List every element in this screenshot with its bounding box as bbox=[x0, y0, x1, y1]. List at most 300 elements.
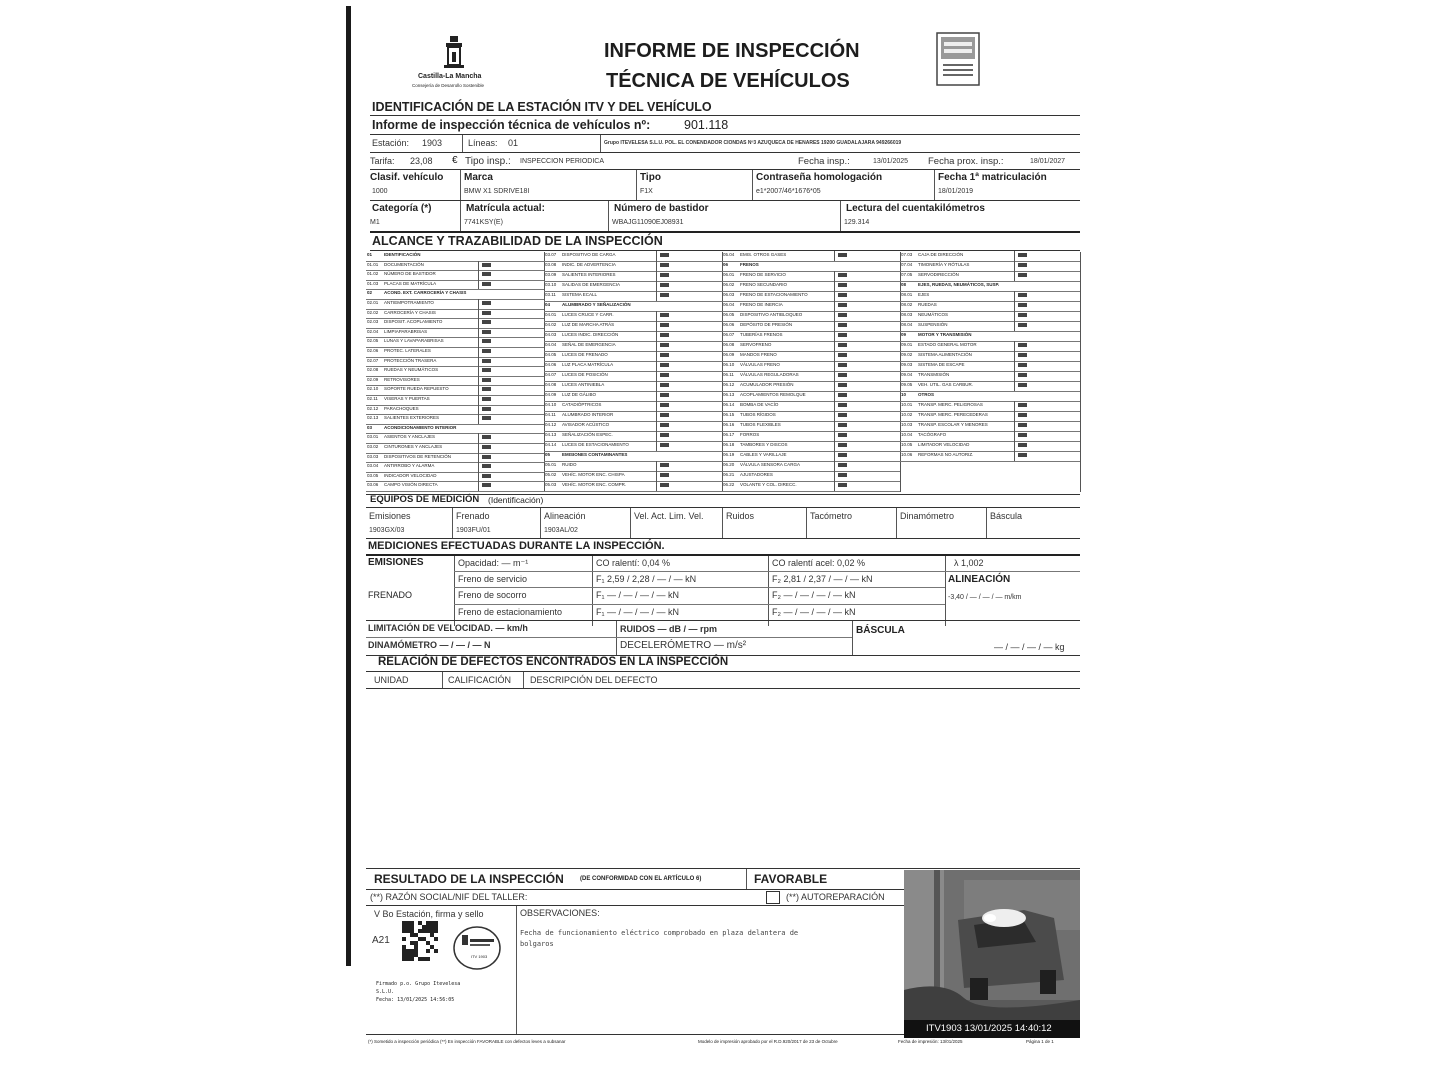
bascula-value: — / — / — / — kg bbox=[994, 642, 1065, 652]
inspection-item-code: 02.12 bbox=[367, 405, 379, 411]
inspection-item-status-mark bbox=[660, 263, 669, 267]
inspection-item-code: 02.10 bbox=[367, 386, 379, 392]
inspection-item-row bbox=[366, 329, 544, 339]
inspection-item-name: FRENOS bbox=[740, 262, 759, 267]
inspection-item-code: 10.01 bbox=[901, 402, 913, 407]
inspection-item-row bbox=[544, 352, 722, 362]
inspection-item-code: 04.13 bbox=[545, 432, 557, 437]
inspection-item-code: 06.03 bbox=[723, 292, 735, 297]
inspection-item-code: 10 bbox=[901, 392, 907, 397]
inspection-item-row bbox=[544, 372, 722, 382]
inspection-item-code: 04.06 bbox=[545, 362, 557, 367]
inspection-item-name: RUEDAS bbox=[918, 302, 937, 307]
inspection-item-row bbox=[366, 406, 544, 416]
inspection-item-name: EMIS. OTROS GASES bbox=[740, 252, 787, 257]
inspection-item-row bbox=[900, 302, 1080, 312]
footer-center: Modelo de impresión aprobado por el R.D.920/2017 de 23 de Octubre bbox=[698, 1039, 838, 1044]
inspection-item-name: ALUMBRADO Y SEÑALIZACIÓN bbox=[562, 302, 631, 307]
inspection-item-code: 02.06 bbox=[367, 348, 379, 353]
matricula-label: Matrícula actual: bbox=[466, 203, 545, 214]
inspection-item-status-mark bbox=[660, 313, 669, 317]
inspection-item-name: ACONDICIONAMIENTO INTERIOR bbox=[384, 424, 457, 430]
inspection-item-row bbox=[544, 442, 722, 452]
inspection-item-row bbox=[722, 302, 900, 312]
inspection-item-row bbox=[544, 262, 722, 272]
inspection-item-name: LIMPIAPARABRISAS bbox=[384, 328, 428, 334]
inspection-item-status-mark bbox=[482, 416, 491, 420]
inspection-item-status-mark bbox=[838, 423, 847, 427]
fecha-matric-value: 18/01/2019 bbox=[938, 188, 974, 195]
inspection-item-name: PARACHOQUES bbox=[384, 405, 419, 411]
inspection-item-name: SERVODIRECCIÓN bbox=[918, 272, 959, 277]
inspection-item-status-mark bbox=[1018, 443, 1027, 447]
inspection-item-row bbox=[722, 272, 900, 282]
inspection-item-code: 06.18 bbox=[723, 442, 735, 447]
inspection-item-name: TUBERÍAS FRENOS bbox=[740, 332, 783, 337]
inspection-item-code: 10.04 bbox=[901, 432, 913, 437]
f1-estac-value: F₁ — / — / — / — kN bbox=[596, 607, 680, 617]
inspection-item-code: 04.01 bbox=[545, 312, 557, 317]
inspection-item-name: CABLES Y VARILLAJE bbox=[740, 452, 787, 457]
inspection-item-status-mark bbox=[838, 343, 847, 347]
inspection-item-row bbox=[722, 312, 900, 322]
inspection-item-row bbox=[722, 352, 900, 362]
inspection-item-name: NÚMERO DE BASTIDOR bbox=[384, 271, 436, 277]
inspection-item-name: CAMPO VISIÓN DIRECTA bbox=[384, 482, 438, 488]
inspection-items-grid bbox=[366, 252, 1080, 495]
inspection-item-row bbox=[722, 342, 900, 352]
inspection-item-name: AJUSTADORES bbox=[740, 472, 773, 477]
inspection-item-name: PROTECCIÓN TRASERA bbox=[384, 357, 437, 363]
inspection-item-code: 07.03 bbox=[901, 252, 913, 257]
inspection-item-name: LUCES DE ESTACIONAMIENTO bbox=[562, 442, 629, 447]
inspection-item-code: 06 bbox=[723, 262, 729, 267]
equipos-cell-value: 1903AL/02 bbox=[544, 527, 578, 534]
inspection-item-code: 06.01 bbox=[723, 272, 735, 277]
inspection-item-row bbox=[544, 272, 722, 282]
inspection-item-code: 09.01 bbox=[901, 342, 913, 347]
inspection-item-row bbox=[366, 338, 544, 348]
inspection-item-row bbox=[722, 402, 900, 412]
inspection-item-row bbox=[900, 262, 1080, 272]
equipos-cell bbox=[452, 508, 541, 538]
resultado-title-sub: (DE CONFORMIDAD CON EL ARTÍCULO 6) bbox=[580, 876, 702, 882]
inspection-item-code: 08.03 bbox=[901, 312, 913, 317]
tipo-insp-label: Tipo insp.: bbox=[465, 156, 511, 167]
tarifa-value: 23,08 bbox=[410, 156, 433, 166]
inspection-item-status-mark bbox=[482, 263, 491, 267]
inspection-item-row bbox=[366, 473, 544, 483]
inspection-item-code: 06.15 bbox=[723, 412, 735, 417]
bascula-label: BÁSCULA bbox=[856, 625, 905, 636]
inspection-item-code: 03.08 bbox=[545, 262, 557, 267]
categoria-label: Categoría (*) bbox=[372, 203, 432, 214]
tipo-value: F1X bbox=[640, 188, 653, 195]
inspection-item-row bbox=[544, 362, 722, 372]
inspection-item-row bbox=[722, 382, 900, 392]
inspection-item-row bbox=[366, 386, 544, 396]
inspection-item-row bbox=[366, 444, 544, 454]
inspection-item-row bbox=[900, 372, 1080, 382]
inspection-item-status-mark bbox=[660, 273, 669, 277]
inspection-item-code: 03.01 bbox=[367, 434, 379, 440]
inspection-item-code: 05.02 bbox=[545, 472, 557, 477]
inspection-item-status-mark bbox=[1018, 273, 1027, 277]
inspection-item-row bbox=[366, 454, 544, 464]
km-value: 129.314 bbox=[844, 219, 870, 226]
inspection-item-name: INDIC. DE ADVERTENCIA bbox=[562, 262, 616, 267]
inspection-item-name: SERVOFRENO bbox=[740, 342, 772, 347]
inspection-item-name: RETROVISORES bbox=[384, 376, 420, 382]
brand-name: Castilla-La Mancha bbox=[418, 73, 482, 80]
inspection-item-code: 08.02 bbox=[901, 302, 913, 307]
defectos-col-calif: CALIFICACIÓN bbox=[448, 675, 512, 685]
inspection-item-status-mark bbox=[660, 483, 669, 487]
inspection-item-name: VEHÍC. MOTOR ENC. CHISPA bbox=[562, 472, 625, 477]
inspection-item-row bbox=[366, 482, 544, 492]
inspection-item-status-mark bbox=[482, 483, 491, 487]
inspection-item-name: EJES, RUEDAS, NEUMÁTICOS, SUSP. bbox=[918, 282, 1000, 287]
inspection-item-status-mark bbox=[482, 407, 491, 411]
inspection-item-code: 06.09 bbox=[723, 352, 735, 357]
inspection-item-status-mark bbox=[482, 282, 491, 286]
inspection-item-status-mark bbox=[1018, 423, 1027, 427]
inspection-item-code: 09.05 bbox=[901, 382, 913, 387]
inspection-item-name: LUCES DE FRENADO bbox=[562, 352, 608, 357]
inspection-item-row bbox=[366, 281, 544, 291]
inspection-item-status-mark bbox=[838, 363, 847, 367]
inspection-item-code: 02.11 bbox=[367, 396, 378, 401]
inspection-item-code: 04.08 bbox=[545, 382, 557, 387]
inspection-item-status-mark bbox=[482, 272, 491, 276]
inspection-item-name: DOCUMENTACIÓN bbox=[384, 261, 424, 267]
inspection-item-status-mark bbox=[482, 330, 491, 334]
inspection-item-row bbox=[544, 252, 722, 262]
f2-estac-value: F₂ — / — / — / — kN bbox=[772, 607, 856, 617]
inspection-item-row bbox=[900, 382, 1080, 392]
report-title-line-2: TÉCNICA DE VEHÍCULOS bbox=[606, 70, 850, 92]
inspection-item-row bbox=[722, 322, 900, 332]
inspection-item-code: 06.10 bbox=[723, 362, 735, 367]
inspection-item-row bbox=[900, 282, 1080, 292]
inspection-item-code: 05.04 bbox=[723, 252, 735, 257]
defectos-section-title: RELACIÓN DE DEFECTOS ENCONTRADOS EN LA INSPECCIÓN bbox=[378, 656, 729, 668]
inspection-item-name: VÁLVULA SENSORA CARGA bbox=[740, 462, 800, 467]
enac-accreditation-icon bbox=[936, 32, 980, 86]
inspection-item-row bbox=[366, 367, 544, 377]
brand-subtitle: Consejería de Desarrollo Sostenible bbox=[412, 83, 485, 88]
report-number: 901.118 bbox=[684, 118, 729, 132]
dinamometro-value: DINAMÓMETRO — / — / — N bbox=[368, 640, 491, 650]
inspection-item-code: 08.01 bbox=[901, 292, 913, 297]
inspection-item-status-mark bbox=[482, 368, 491, 372]
inspection-item-code: 06.12 bbox=[723, 382, 735, 387]
inspection-item-row bbox=[722, 282, 900, 292]
inspection-item-code: 04.04 bbox=[545, 342, 557, 347]
inspection-item-name: TUBOS RÍGIDOS bbox=[740, 412, 776, 417]
inspection-item-status-mark bbox=[482, 387, 491, 391]
inspection-item-code: 04 bbox=[545, 302, 551, 307]
inspection-item-status-mark bbox=[660, 373, 669, 377]
equipos-section-sub: (Identificación) bbox=[488, 495, 544, 505]
inspection-item-name: EJES bbox=[918, 292, 930, 297]
currency-icon: € bbox=[452, 155, 458, 166]
inspection-item-code: 02.02 bbox=[367, 309, 379, 315]
inspection-item-code: 02.01 bbox=[367, 300, 379, 305]
footer-page: Página 1 de 1 bbox=[1026, 1039, 1054, 1044]
inspection-item-row bbox=[366, 434, 544, 444]
inspection-item-code: 02.05 bbox=[367, 338, 379, 344]
inspection-item-name: NEUMÁTICOS bbox=[918, 312, 949, 317]
vehicle-photo bbox=[904, 870, 1080, 1038]
alineacion-label: ALINEACIÓN bbox=[948, 574, 1011, 585]
inspection-item-status-mark bbox=[1018, 383, 1027, 387]
inspection-item-code: 08 bbox=[901, 282, 907, 287]
inspection-item-code: 03.07 bbox=[545, 252, 557, 257]
inspection-item-row bbox=[722, 462, 900, 472]
inspection-item-code: 01.01 bbox=[367, 261, 379, 267]
inspection-item-status-mark bbox=[838, 403, 847, 407]
inspection-item-name: LUNAS Y LAVAPARABRISAS bbox=[384, 338, 444, 344]
inspection-item-code: 10.02 bbox=[901, 412, 913, 417]
inspection-item-name: FRENO DE SERVICIO bbox=[740, 272, 786, 277]
inspection-item-row bbox=[900, 422, 1080, 432]
inspection-item-name: TUBOS FLEXIBLES bbox=[740, 422, 781, 427]
equipos-cell bbox=[896, 508, 987, 538]
inspection-item-code: 04.03 bbox=[545, 332, 557, 337]
matricula-value: 7741KSY(E) bbox=[464, 219, 503, 226]
inspection-item-name: TRANSP. ESCOLAR Y MENORES bbox=[918, 422, 988, 427]
inspection-item-status-mark bbox=[1018, 313, 1027, 317]
qr-code-icon bbox=[402, 921, 438, 961]
inspection-item-status-mark bbox=[660, 323, 669, 327]
inspection-item-name: MOTOR Y TRANSMISIÓN bbox=[918, 332, 972, 337]
inspection-item-row bbox=[722, 372, 900, 382]
inspection-item-status-mark bbox=[838, 303, 847, 307]
equipos-table bbox=[366, 508, 1080, 538]
f1-servicio-value: F₁ 2,59 / 2,28 / — / — kN bbox=[596, 574, 697, 584]
inspection-item-status-mark bbox=[838, 293, 847, 297]
inspection-item-row bbox=[544, 392, 722, 402]
equipos-cell bbox=[722, 508, 807, 538]
bastidor-value: WBAJG11090EJ08931 bbox=[612, 219, 684, 226]
inspection-item-status-mark bbox=[660, 293, 669, 297]
inspection-item-code: 05 bbox=[545, 452, 551, 457]
inspection-item-code: 07.04 bbox=[901, 262, 913, 267]
inspection-item-name: SUSPENSIÓN bbox=[918, 322, 948, 327]
inspection-item-status-mark bbox=[482, 359, 491, 363]
inspection-item-status-mark bbox=[838, 463, 847, 467]
km-label: Lectura del cuentakilómetros bbox=[846, 203, 985, 214]
inspection-item-status-mark bbox=[482, 378, 491, 382]
report-number-label: Informe de inspección técnica de vehículos nº: bbox=[372, 118, 651, 132]
inspection-item-row bbox=[366, 300, 544, 310]
inspection-item-code: 07.05 bbox=[901, 272, 913, 277]
inspection-item-status-mark bbox=[660, 443, 669, 447]
grid-column-4 bbox=[900, 252, 1081, 492]
company-address: Grupo ITEVELESA S.L.U. POL. EL CONENDADOR CIONDAS Nº3 AZUQUECA DE HENARES 19200 GUADALAJARA 949266019 bbox=[604, 140, 902, 146]
inspection-item-name: VEH. UTIL. GAS CARBUR. bbox=[918, 382, 974, 387]
opacidad-value: Opacidad: — m⁻¹ bbox=[458, 558, 529, 568]
station-value: 1903 bbox=[422, 138, 443, 148]
inspection-item-status-mark bbox=[1018, 433, 1027, 437]
inspection-item-row bbox=[900, 272, 1080, 282]
equipos-cell bbox=[986, 508, 1081, 538]
inspection-item-code: 04.12 bbox=[545, 422, 557, 427]
equipos-cell bbox=[630, 508, 723, 538]
marca-value: BMW X1 SDRIVE18I bbox=[464, 188, 530, 195]
inspection-item-name: SALIENTES EXTERIORES bbox=[384, 415, 440, 421]
inspection-item-code: 06.08 bbox=[723, 342, 735, 347]
inspection-item-row bbox=[366, 425, 544, 435]
inspection-item-status-mark bbox=[838, 373, 847, 377]
inspection-item-name: REFORMAS NO AUTORIZ. bbox=[918, 452, 974, 457]
inspection-item-name: TRANSMISIÓN bbox=[918, 372, 950, 377]
inspection-item-status-mark bbox=[838, 433, 847, 437]
tipo-insp-value: INSPECCION PERIODICA bbox=[520, 158, 605, 165]
inspection-item-row bbox=[900, 252, 1080, 262]
inspection-item-name: ANTIRROBO Y ALARMA bbox=[384, 463, 435, 469]
decelerometro-value: DECELERÓMETRO — m/s² bbox=[620, 640, 747, 651]
inspection-item-status-mark bbox=[482, 320, 491, 324]
inspection-item-status-mark bbox=[482, 301, 491, 305]
inspection-item-status-mark bbox=[482, 464, 491, 468]
inspection-item-code: 02.08 bbox=[367, 367, 379, 373]
inspection-item-name: CINTURONES Y ANCLAJES bbox=[384, 444, 443, 449]
inspection-item-name: OTROS bbox=[918, 392, 935, 397]
inspection-item-row bbox=[544, 412, 722, 422]
inspection-item-status-mark bbox=[482, 339, 491, 343]
inspection-item-status-mark bbox=[482, 311, 491, 315]
inspection-item-row bbox=[722, 362, 900, 372]
inspection-item-status-mark bbox=[1018, 293, 1027, 297]
inspection-item-code: 06.17 bbox=[723, 432, 735, 437]
inspection-item-code: 04.11 bbox=[545, 412, 556, 417]
inspection-item-code: 02.09 bbox=[367, 376, 379, 382]
fecha-prox-label: Fecha prox. insp.: bbox=[928, 156, 1004, 167]
inspection-item-row bbox=[544, 462, 722, 472]
inspection-item-status-mark bbox=[660, 423, 669, 427]
inspection-item-row bbox=[544, 322, 722, 332]
inspection-item-name: PROTEC. LATERALES bbox=[384, 348, 431, 353]
inspection-item-row bbox=[900, 412, 1080, 422]
inspection-item-name: RUEDAS Y NEUMÁTICOS bbox=[384, 367, 439, 373]
observaciones-text-1: Fecha de funcionamiento eléctrico comprobado en plaza delantera de bbox=[520, 929, 799, 937]
inspection-item-status-mark bbox=[838, 453, 847, 457]
inspection-item-code: 09.04 bbox=[901, 372, 913, 377]
inspection-item-name: SALIENTES INTERIORES bbox=[562, 272, 616, 277]
observaciones-text-2: bolgaros bbox=[520, 940, 554, 948]
inspection-item-status-mark bbox=[660, 463, 669, 467]
inspection-item-code: 09 bbox=[901, 332, 907, 337]
inspection-item-name: ACOND. EXT. CARROCERÍA Y CHASIS bbox=[384, 290, 467, 296]
vb-label: V Bo Estación, firma y sello bbox=[374, 909, 484, 919]
inspection-item-name: IDENTIFICACIÓN bbox=[384, 252, 421, 257]
inspection-item-row bbox=[900, 392, 1080, 402]
inspection-item-name: AVISADOR ACÚSTICO bbox=[562, 422, 610, 427]
inspection-item-status-mark bbox=[660, 473, 669, 477]
signature-line-2: S.L.U. bbox=[376, 989, 395, 995]
inspection-item-status-mark bbox=[838, 283, 847, 287]
freno-socorro-label: Freno de socorro bbox=[458, 590, 527, 600]
inspection-item-status-mark bbox=[838, 393, 847, 397]
inspection-item-code: 01.02 bbox=[367, 271, 379, 277]
inspection-item-row bbox=[722, 292, 900, 302]
tipo-label: Tipo bbox=[640, 172, 661, 183]
castilla-la-mancha-logo bbox=[440, 34, 468, 70]
inspection-item-status-mark bbox=[482, 455, 491, 459]
inspection-item-name: LUCES INDIC. DIRECCIÓN bbox=[562, 332, 619, 337]
equipos-cell-label: Alineación bbox=[544, 511, 586, 521]
inspection-item-code: 06.16 bbox=[723, 422, 735, 427]
inspection-item-status-mark bbox=[838, 323, 847, 327]
inspection-item-row bbox=[900, 352, 1080, 362]
inspection-item-row bbox=[722, 412, 900, 422]
alcance-section-title: ALCANCE Y TRAZABILIDAD DE LA INSPECCIÓN bbox=[372, 234, 663, 248]
inspection-item-status-mark bbox=[838, 483, 847, 487]
equipos-section-title: EQUIPOS DE MEDICIÓN bbox=[370, 494, 480, 505]
equipos-cell bbox=[366, 508, 452, 538]
inspection-item-status-mark bbox=[1018, 303, 1027, 307]
inspection-item-status-mark bbox=[660, 383, 669, 387]
inspection-item-name: LUCES DE POSICIÓN bbox=[562, 372, 608, 377]
equipos-cell-label: Ruidos bbox=[726, 511, 755, 521]
inspection-item-status-mark bbox=[1018, 453, 1027, 457]
inspection-item-name: PLACAS DE MATRÍCULA bbox=[384, 280, 437, 286]
lines-value: 01 bbox=[508, 138, 519, 148]
inspection-item-name: VEHÍC. MOTOR ENC. COMPR. bbox=[562, 482, 627, 487]
f2-socorro-value: F₂ — / — / — / — kN bbox=[772, 590, 856, 600]
report-title-line-1: INFORME DE INSPECCIÓN bbox=[604, 40, 860, 62]
inspection-item-name: DISPOSITIVOS DE RETENCIÓN bbox=[384, 453, 452, 459]
inspection-item-name: FRENO DE INERCIA bbox=[740, 302, 783, 307]
page-left-edge bbox=[346, 6, 351, 966]
inspection-item-status-mark bbox=[838, 273, 847, 277]
lambda-value: λ 1,002 bbox=[954, 558, 984, 568]
inspection-item-name: FORROS bbox=[740, 432, 760, 437]
inspection-item-code: 03.03 bbox=[367, 453, 379, 459]
inspection-item-status-mark bbox=[838, 253, 847, 257]
grid-column-3 bbox=[722, 252, 901, 492]
inspection-item-status-mark bbox=[838, 383, 847, 387]
inspection-item-row bbox=[900, 402, 1080, 412]
inspection-item-status-mark bbox=[1018, 263, 1027, 267]
fecha-insp-value: 13/01/2025 bbox=[873, 158, 909, 165]
inspection-item-code: 05.01 bbox=[545, 462, 557, 467]
inspection-item-row bbox=[722, 392, 900, 402]
frenado-label: FRENADO bbox=[368, 590, 413, 600]
inspection-item-row bbox=[900, 452, 1080, 462]
inspection-item-status-mark bbox=[482, 435, 491, 439]
itv-seal-text: ITV 1903 bbox=[471, 954, 488, 959]
itv-seal-icon bbox=[452, 925, 502, 971]
inspection-item-code: 02.04 bbox=[367, 328, 379, 334]
resultado-value: FAVORABLE bbox=[754, 872, 828, 886]
inspection-item-row bbox=[544, 482, 722, 492]
inspection-item-code: 02.13 bbox=[367, 415, 379, 421]
inspection-item-row bbox=[544, 452, 722, 462]
inspection-item-row bbox=[366, 319, 544, 329]
inspection-item-code: 04.14 bbox=[545, 442, 557, 447]
inspection-item-code: 02 bbox=[367, 290, 373, 296]
inspection-item-status-mark bbox=[838, 413, 847, 417]
inspection-item-code: 06.04 bbox=[723, 302, 735, 307]
inspection-item-code: 09.03 bbox=[901, 362, 913, 367]
equipos-cell-value: 1903FU/01 bbox=[456, 527, 491, 534]
footer-left: (*) Sometido a inspección periódica (**) En inspección FAVORABLE con defectos leves a subsanar bbox=[368, 1039, 566, 1044]
inspection-item-row bbox=[722, 452, 900, 462]
inspection-item-code: 06.11 bbox=[723, 372, 734, 377]
